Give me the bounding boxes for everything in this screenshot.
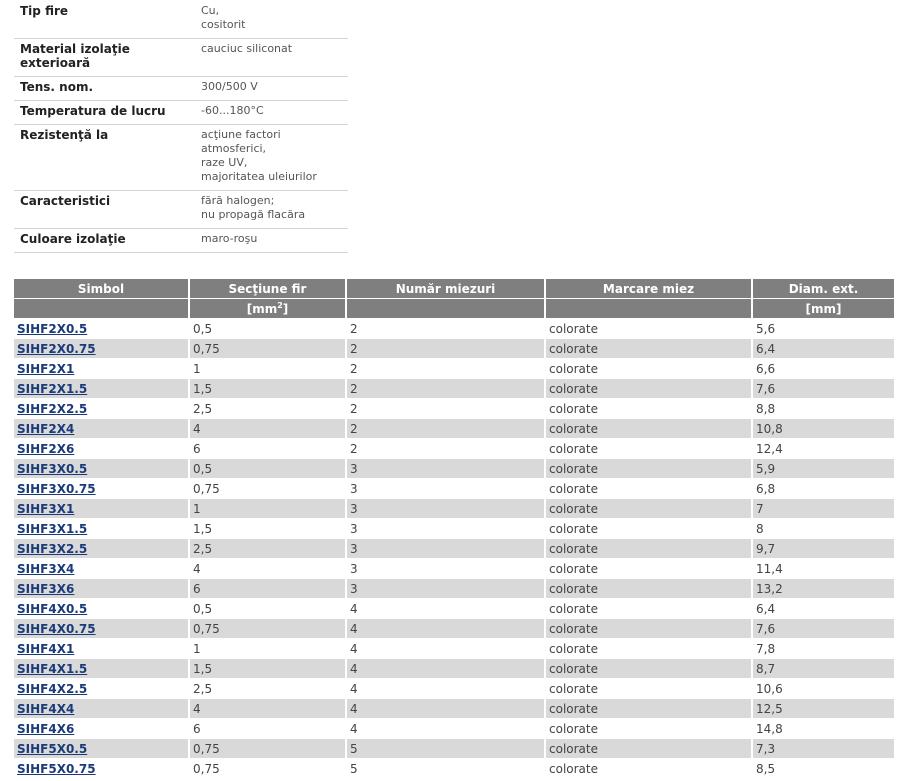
spec-key: Tip fire <box>14 0 195 39</box>
product-link[interactable]: SIHF4X1.5 <box>17 661 88 676</box>
spec-table-body <box>14 0 348 253</box>
cell-marcare-miez: colorate <box>545 599 752 619</box>
cell-marcare-miez: colorate <box>545 339 752 359</box>
table-row <box>14 519 894 539</box>
cell-simbol <box>14 499 189 519</box>
cell-marcare-miez: colorate <box>545 479 752 499</box>
table-row <box>14 359 894 379</box>
cell-diam-ext: 8,5 <box>752 759 894 779</box>
cell-numar-miezuri: 3 <box>346 559 545 579</box>
cell-simbol <box>14 479 189 499</box>
product-link[interactable]: SIHF4X1 <box>17 641 75 656</box>
spec-row <box>14 77 348 101</box>
spec-row <box>14 229 348 253</box>
cell-numar-miezuri: 2 <box>346 359 545 379</box>
cell-sectiune: 4 <box>189 559 346 579</box>
product-link[interactable]: SIHF2X1 <box>17 361 75 376</box>
spec-value <box>195 77 348 101</box>
unit-sectiune-text: [mm <box>246 302 278 316</box>
product-link[interactable]: SIHF3X0.5 <box>17 461 88 476</box>
cell-marcare-miez: colorate <box>545 359 752 379</box>
cell-marcare-miez: colorate <box>545 439 752 459</box>
table-row <box>14 379 894 399</box>
product-link[interactable]: SIHF2X0.5 <box>17 321 88 336</box>
cell-marcare-miez: colorate <box>545 739 752 759</box>
table-row <box>14 759 894 779</box>
spec-key: Culoare izolaţie <box>14 229 195 253</box>
product-link[interactable]: SIHF3X6 <box>17 581 75 596</box>
cell-sectiune: 0,75 <box>189 339 346 359</box>
table-row <box>14 559 894 579</box>
spec-value-line: majoritatea uleiurilor <box>201 170 317 183</box>
cell-diam-ext: 9,7 <box>752 539 894 559</box>
spec-value-line: 300/500 V <box>201 80 258 93</box>
cell-sectiune: 0,75 <box>189 759 346 779</box>
cell-simbol <box>14 719 189 739</box>
cell-marcare-miez: colorate <box>545 639 752 659</box>
unit-marcare-empty <box>545 299 752 319</box>
spec-value <box>195 229 348 253</box>
spec-value-line: raze UV, <box>201 156 248 169</box>
spec-value-line: maro-roşu <box>201 232 258 245</box>
cell-diam-ext: 8,8 <box>752 399 894 419</box>
cell-sectiune: 4 <box>189 419 346 439</box>
header-diam-ext: Diam. ext. <box>752 279 894 299</box>
product-link[interactable]: SIHF4X4 <box>17 701 75 716</box>
product-link[interactable]: SIHF3X1 <box>17 501 75 516</box>
unit-sectiune-close: ] <box>282 302 289 316</box>
table-row <box>14 479 894 499</box>
cell-diam-ext: 8 <box>752 519 894 539</box>
header-sectiune: Secţiune fir <box>189 279 346 299</box>
cell-sectiune: 0,75 <box>189 739 346 759</box>
table-row <box>14 719 894 739</box>
table-row <box>14 599 894 619</box>
product-table-body <box>14 319 894 779</box>
cell-diam-ext: 5,6 <box>752 319 894 339</box>
header-numar-miezuri: Număr miezuri <box>346 279 545 299</box>
cell-numar-miezuri: 2 <box>346 439 545 459</box>
cell-simbol <box>14 579 189 599</box>
cell-simbol <box>14 379 189 399</box>
cell-diam-ext: 10,8 <box>752 419 894 439</box>
header-marcare-miez: Marcare miez <box>545 279 752 299</box>
product-link[interactable]: SIHF4X6 <box>17 721 75 736</box>
cell-diam-ext: 8,7 <box>752 659 894 679</box>
product-table <box>14 279 894 779</box>
unit-sectiune <box>189 299 346 319</box>
cell-sectiune: 0,75 <box>189 619 346 639</box>
cell-diam-ext: 14,8 <box>752 719 894 739</box>
spec-value-line: nu propagă flacăra <box>201 208 306 221</box>
cell-simbol <box>14 639 189 659</box>
table-row <box>14 319 894 339</box>
units-row <box>14 299 894 319</box>
cell-marcare-miez: colorate <box>545 679 752 699</box>
cell-marcare-miez: colorate <box>545 379 752 399</box>
cell-sectiune: 2,5 <box>189 679 346 699</box>
cell-simbol <box>14 739 189 759</box>
cell-sectiune: 0,5 <box>189 459 346 479</box>
cell-marcare-miez: colorate <box>545 419 752 439</box>
cell-sectiune: 1,5 <box>189 659 346 679</box>
product-link[interactable]: SIHF2X4 <box>17 421 75 436</box>
cell-simbol <box>14 459 189 479</box>
cell-sectiune: 1 <box>189 639 346 659</box>
cell-numar-miezuri: 4 <box>346 679 545 699</box>
cell-sectiune: 2,5 <box>189 539 346 559</box>
product-link[interactable]: SIHF2X0.75 <box>17 341 96 356</box>
cell-numar-miezuri: 4 <box>346 699 545 719</box>
cell-numar-miezuri: 4 <box>346 719 545 739</box>
cell-sectiune: 1 <box>189 499 346 519</box>
cell-numar-miezuri: 4 <box>346 599 545 619</box>
cell-numar-miezuri: 2 <box>346 399 545 419</box>
cell-sectiune: 6 <box>189 719 346 739</box>
cell-simbol <box>14 679 189 699</box>
cell-marcare-miez: colorate <box>545 539 752 559</box>
cell-sectiune: 4 <box>189 699 346 719</box>
product-link[interactable]: SIHF5X0.5 <box>17 741 88 756</box>
cell-marcare-miez: colorate <box>545 699 752 719</box>
unit-simbol-empty <box>14 299 189 319</box>
cell-numar-miezuri: 2 <box>346 419 545 439</box>
cell-diam-ext: 7,6 <box>752 619 894 639</box>
cell-simbol <box>14 539 189 559</box>
table-row <box>14 399 894 419</box>
spec-value-line: fără halogen; <box>201 194 275 207</box>
cell-diam-ext: 7 <box>752 499 894 519</box>
product-link[interactable]: SIHF3X0.75 <box>17 481 96 496</box>
unit-sectiune-sup: 2 <box>277 301 283 310</box>
cell-simbol <box>14 439 189 459</box>
table-row <box>14 539 894 559</box>
cell-diam-ext: 12,5 <box>752 699 894 719</box>
table-row <box>14 699 894 719</box>
cell-diam-ext: 7,6 <box>752 379 894 399</box>
table-row <box>14 419 894 439</box>
spec-key: Caracteristici <box>14 191 195 229</box>
header-row <box>14 279 894 299</box>
table-row <box>14 619 894 639</box>
cell-numar-miezuri: 2 <box>346 319 545 339</box>
cell-simbol <box>14 659 189 679</box>
cell-simbol <box>14 339 189 359</box>
cell-sectiune: 1,5 <box>189 519 346 539</box>
cell-sectiune: 2,5 <box>189 399 346 419</box>
cell-numar-miezuri: 2 <box>346 339 545 359</box>
table-row <box>14 639 894 659</box>
spec-row <box>14 191 348 229</box>
product-link[interactable]: SIHF3X2.5 <box>17 541 88 556</box>
cell-numar-miezuri: 3 <box>346 539 545 559</box>
cell-diam-ext: 5,9 <box>752 459 894 479</box>
product-table-header <box>14 279 894 319</box>
cell-diam-ext: 13,2 <box>752 579 894 599</box>
product-link[interactable]: SIHF3X1.5 <box>17 521 88 536</box>
cell-sectiune: 0,75 <box>189 479 346 499</box>
unit-diam: [mm] <box>752 299 894 319</box>
cell-sectiune: 1,5 <box>189 379 346 399</box>
product-link[interactable]: SIHF2X2.5 <box>17 401 88 416</box>
spec-key: Rezistenţă la <box>14 125 195 191</box>
spec-row <box>14 101 348 125</box>
table-row <box>14 579 894 599</box>
cell-simbol <box>14 599 189 619</box>
table-row <box>14 659 894 679</box>
cell-simbol <box>14 559 189 579</box>
cell-numar-miezuri: 2 <box>346 379 545 399</box>
cell-marcare-miez: colorate <box>545 499 752 519</box>
header-simbol: Simbol <box>14 279 189 299</box>
cell-sectiune: 6 <box>189 579 346 599</box>
spec-value <box>195 101 348 125</box>
product-link[interactable]: SIHF4X0.75 <box>17 621 96 636</box>
spec-key: Tens. nom. <box>14 77 195 101</box>
cell-numar-miezuri: 3 <box>346 459 545 479</box>
spec-key: Temperatura de lucru <box>14 101 195 125</box>
cell-numar-miezuri: 5 <box>346 759 545 779</box>
cell-marcare-miez: colorate <box>545 619 752 639</box>
cell-numar-miezuri: 3 <box>346 519 545 539</box>
cell-sectiune: 1 <box>189 359 346 379</box>
cell-numar-miezuri: 3 <box>346 479 545 499</box>
spec-row <box>14 39 348 77</box>
cell-simbol <box>14 699 189 719</box>
cell-diam-ext: 7,8 <box>752 639 894 659</box>
product-link[interactable]: SIHF2X6 <box>17 441 75 456</box>
unit-numar-empty <box>346 299 545 319</box>
cell-diam-ext: 10,6 <box>752 679 894 699</box>
cell-sectiune: 0,5 <box>189 319 346 339</box>
cell-diam-ext: 12,4 <box>752 439 894 459</box>
table-row <box>14 739 894 759</box>
cell-marcare-miez: colorate <box>545 519 752 539</box>
cell-marcare-miez: colorate <box>545 399 752 419</box>
spec-value-line: cauciuc siliconat <box>201 42 293 55</box>
cell-diam-ext: 7,3 <box>752 739 894 759</box>
spec-value <box>195 125 348 191</box>
spec-value-line: acţiune factori atmosferici, <box>201 128 281 155</box>
cell-diam-ext: 6,4 <box>752 599 894 619</box>
cell-simbol <box>14 419 189 439</box>
cell-simbol <box>14 359 189 379</box>
cell-simbol <box>14 399 189 419</box>
table-row <box>14 499 894 519</box>
cell-diam-ext: 6,4 <box>752 339 894 359</box>
cell-numar-miezuri: 5 <box>346 739 545 759</box>
cell-diam-ext: 11,4 <box>752 559 894 579</box>
product-link[interactable]: SIHF2X1.5 <box>17 381 88 396</box>
spec-table <box>14 0 348 253</box>
product-link[interactable]: SIHF3X4 <box>17 561 75 576</box>
cell-simbol <box>14 519 189 539</box>
spec-value-line: cositorit <box>201 18 246 31</box>
cell-marcare-miez: colorate <box>545 319 752 339</box>
spec-value <box>195 191 348 229</box>
cell-simbol <box>14 319 189 339</box>
cell-marcare-miez: colorate <box>545 559 752 579</box>
cell-numar-miezuri: 4 <box>346 639 545 659</box>
cell-marcare-miez: colorate <box>545 659 752 679</box>
cell-diam-ext: 6,6 <box>752 359 894 379</box>
spec-value <box>195 39 348 77</box>
cell-diam-ext: 6,8 <box>752 479 894 499</box>
cell-simbol <box>14 619 189 639</box>
spec-value-line: -60...180°C <box>201 104 264 117</box>
spec-value-line: Cu, <box>201 4 220 17</box>
table-row <box>14 439 894 459</box>
cell-simbol <box>14 759 189 779</box>
cell-marcare-miez: colorate <box>545 459 752 479</box>
spec-row <box>14 0 348 39</box>
product-link[interactable]: SIHF4X0.5 <box>17 601 88 616</box>
cell-numar-miezuri: 3 <box>346 499 545 519</box>
table-row <box>14 459 894 479</box>
spec-row <box>14 125 348 191</box>
cell-marcare-miez: colorate <box>545 719 752 739</box>
spec-key: Material izolaţie exterioară <box>14 39 195 77</box>
product-link[interactable]: SIHF5X0.75 <box>17 761 96 776</box>
cell-numar-miezuri: 4 <box>346 619 545 639</box>
cell-numar-miezuri: 4 <box>346 659 545 679</box>
cell-sectiune: 6 <box>189 439 346 459</box>
product-link[interactable]: SIHF4X2.5 <box>17 681 88 696</box>
spec-value <box>195 0 348 39</box>
cell-numar-miezuri: 3 <box>346 579 545 599</box>
cell-marcare-miez: colorate <box>545 579 752 599</box>
cell-sectiune: 0,5 <box>189 599 346 619</box>
table-row <box>14 679 894 699</box>
table-row <box>14 339 894 359</box>
cell-marcare-miez: colorate <box>545 759 752 779</box>
